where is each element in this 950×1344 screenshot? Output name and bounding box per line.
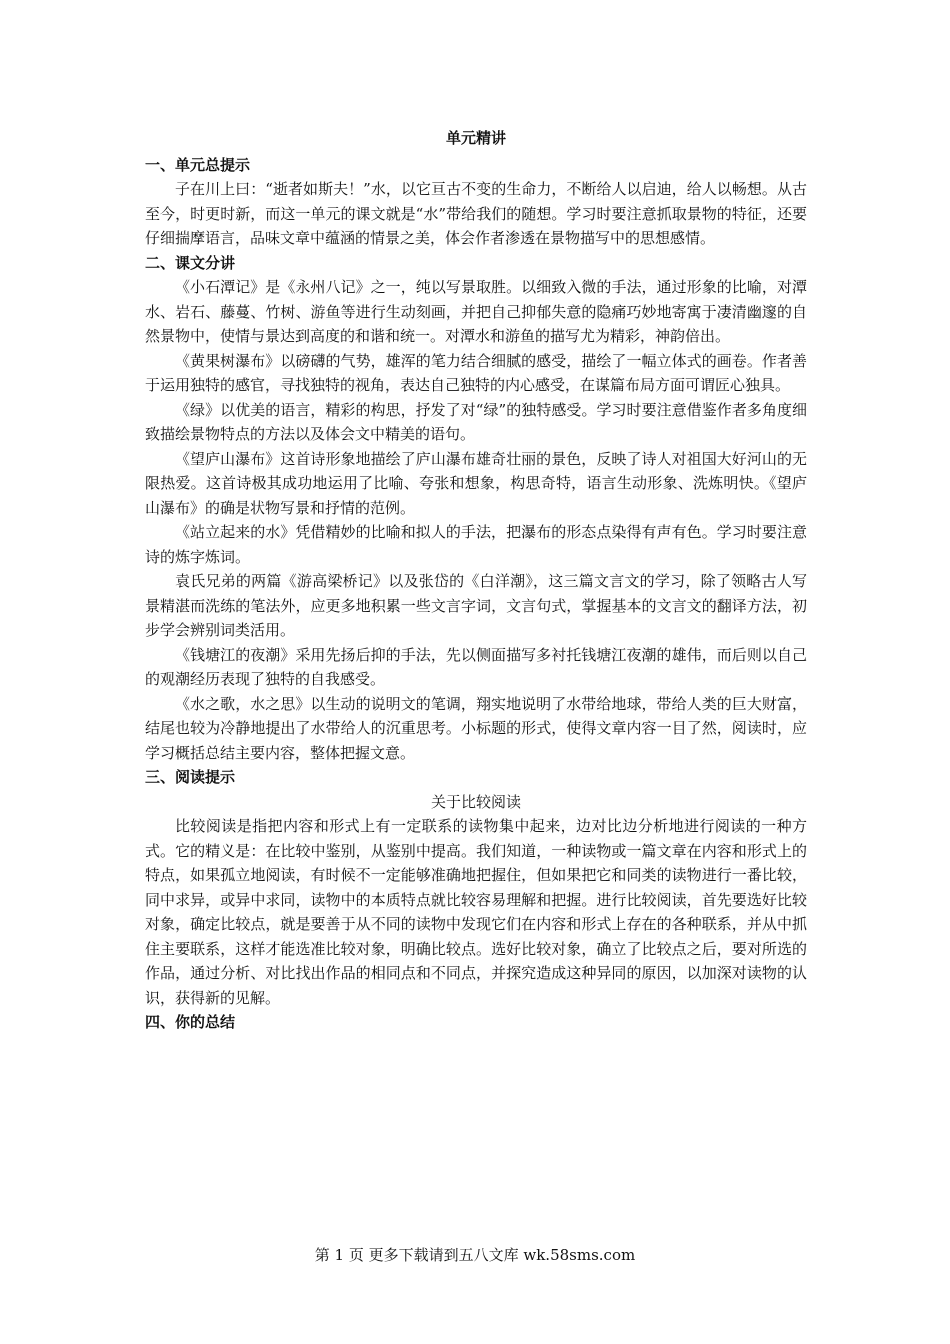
section-heading-text-analysis: 二、课文分讲 [145,253,236,272]
subsection-title: 关于比较阅读 [430,792,521,811]
page-title: 单元精讲 [445,129,506,147]
paragraph: 子在川上曰：“逝者如斯夫！”水，以它亘古不变的生命力，不断给人以启迪，给人以畅想。从古至今，时更时新，而这一单元的课文就是“水”带给我们的随想。学习时要注意抓取景物的特征，还要仔细揣摩语言，品味文章中蕴涵的情景之美，体会作者渗透在景物描写中的思想感情。 [145,180,807,247]
document-body [145,126,807,1035]
section-heading-reading-tips: 三、阅读提示 [145,768,236,786]
section-heading-your-summary: 四、你的总结 [145,1013,236,1031]
paragraph: 《水之歌，水之思》以生动的说明文的笔调，翔实地说明了水带给地球，带给人类的巨大财富，结尾也较为冷静地提出了水带给人的沉重思考。小标题的形式，使得文章内容一目了然，阅读时，应学习概括总结主要内容，整体把握文意。 [145,694,807,762]
paragraph: 袁氏兄弟的两篇《游高梁桥记》以及张岱的《白洋潮》，这三篇文言文的学习，除了领略古人写景精湛而洗练的笔法外，应更多地积累一些文言字词，文言句式，掌握基本的文言文的翻译方法，初步学会辨别词类活用。 [145,572,807,639]
section-heading-unit-summary: 一、单元总提示 [145,155,251,174]
paragraph: 比较阅读是指把内容和形式上有一定联系的读物集中起来，边对比边分析地进行阅读的一种方式。它的精义是：在比较中鉴别，从鉴别中提高。我们知道，一种读物或一篇文章在内容和形式上的特点，如果孤立地阅读，有时候不一定能够准确地把握住，但如果把它和同类的读物进行一番比较，同中求异，或异中求同，读物中的本质特点就比较容易理解和把握。进行比较阅读，首先要选好比较对象，确定比较点，就是要善于从不同的读物中发现它们在内容和形式上存在的各种联系，并从中抓住主要联系，这样才能选准比较对象，明确比较点。选好比较对象，确立了比较点之后，要对所选的作品，通过分析、对比找出作品的相同点和不同点，并探究造成这种异同的原因，以加深对读物的认识，获得新的见解。 [145,817,807,1007]
paragraph: 《小石潭记》是《永州八记》之一，纯以写景取胜。以细致入微的手法，通过形象的比喻，对潭水、岩石、藤蔓、竹树、游鱼等进行生动刻画，并把自己抑郁失意的隐痛巧妙地寄寓于凄清幽邃的自然景物中，使情与景达到高度的和谐和统一。对潭水和游鱼的描写尤为精彩，神韵倍出。 [145,278,807,345]
paragraph: 《站立起来的水》凭借精妙的比喻和拟人的手法，把瀑布的形态点染得有声有色。学习时要注意诗的炼字炼词。 [145,523,807,566]
page-footer: 第 1 页 更多下载请到五八文库 wk.58sms.com [314,1246,636,1264]
paragraph: 《钱塘江的夜潮》采用先扬后抑的手法，先以侧面描写多衬托钱塘江夜潮的雄伟，而后则以自己的观潮经历表现了独特的自我感受。 [145,645,807,688]
paragraph: 《绿》以优美的语言，精彩的构思，抒发了对“绿”的独特感受。学习时要注意借鉴作者多角度细致描绘景物特点的方法以及体会文中精美的语句。 [145,400,807,443]
paragraph: 《望庐山瀑布》这首诗形象地描绘了庐山瀑布雄奇壮丽的景色，反映了诗人对祖国大好河山的无限热爱。这首诗极其成功地运用了比喻、夸张和想象，构思奇特，语言生动形象、洗炼明快。《望庐山瀑布》的确是状物写景和抒情的范例。 [145,449,807,517]
paragraph: 《黄果树瀑布》以磅礴的气势，雄浑的笔力结合细腻的感受，描绘了一幅立体式的画卷。作者善于运用独特的感官，寻找独特的视角，表达自己独特的内心感受，在谋篇布局方面可谓匠心独具。 [145,351,807,394]
